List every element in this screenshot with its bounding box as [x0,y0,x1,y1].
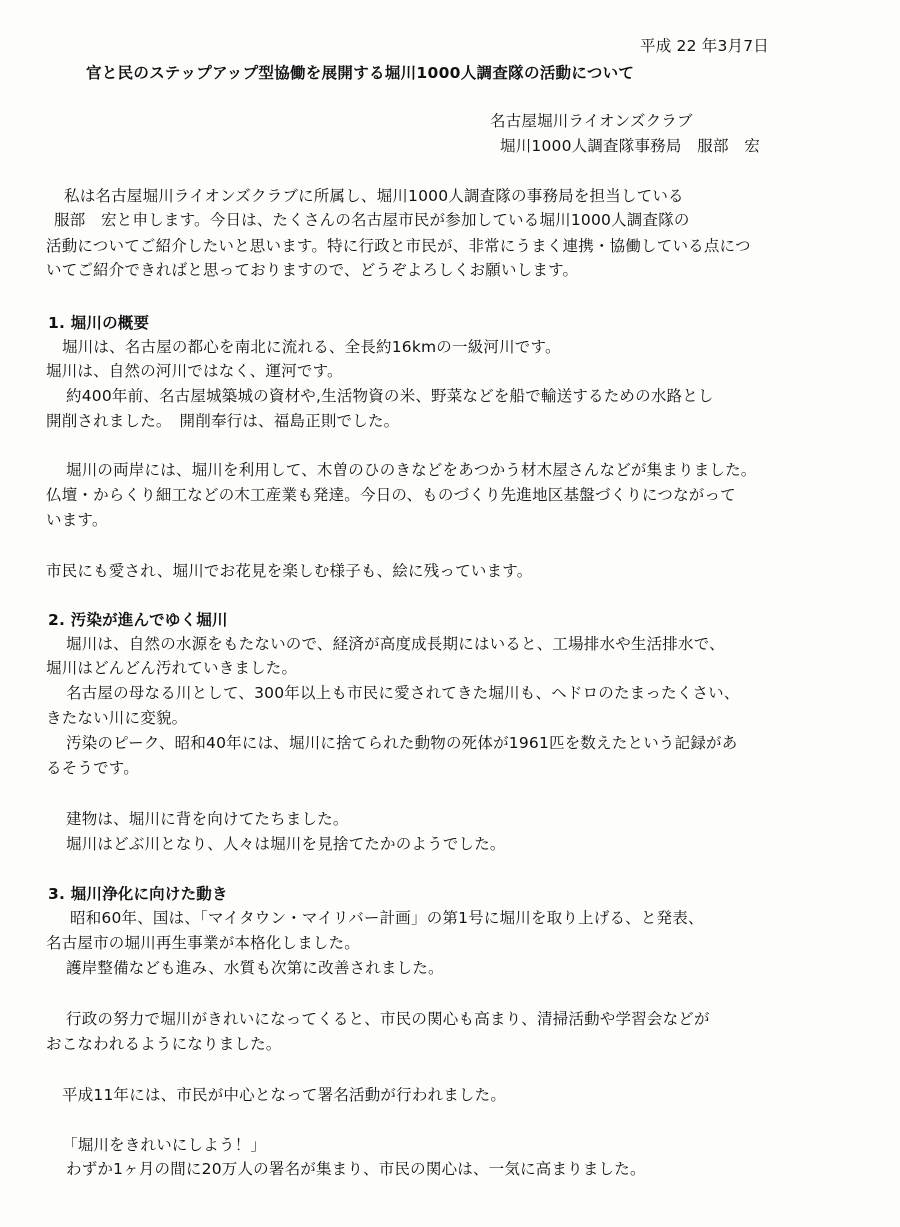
document-date: 平成 22 年3月7日 [640,37,770,55]
section-line: 平成11年には、市民が中心となって署名活動が行われました。 [62,1086,507,1104]
section-line: 堀川はどんどん汚れていきました。 [46,659,298,677]
section-heading: 2. 汚染が進んでゆく堀川 [48,611,228,629]
section-line: 護岸整備なども進み、水質も次第に改善されました。 [66,959,444,977]
section-heading: 3. 堀川浄化に向けた動き [48,885,228,903]
section-line: 汚染のピーク、昭和40年には、堀川に捨てられた動物の死体が1961匹を数えたという記録があ [66,734,738,752]
section-line: 約400年前、名古屋城築城の資材や,生活物資の米、野菜などを船で輸送するための水路とし [66,387,714,405]
section-line: 名古屋市の堀川再生事業が本格化しました。 [46,934,361,952]
intro-line: 私は名古屋堀川ライオンズクラブに所属し、堀川1000人調査隊の事務局を担当している [64,187,684,205]
section-line: おこなわれるようになりました。 [46,1035,282,1053]
section-line: 堀川は、名古屋の都心を南北に流れる、全長約16kmの一級河川です。 [62,338,561,356]
section-line: 仏壇・からくり細工などの木工産業も発達。今日の、ものづくり先進地区基盤づくりにつながって [46,486,736,504]
section-line: 昭和60年、国は、「マイタウン・マイリバー計画」の第1号に堀川を取り上げる、と発表、 [70,909,704,927]
section-line: 堀川は、自然の水源をもたないので、経済が高度成長期にはいると、工場排水や生活排水で、 [66,635,725,653]
intro-line: 活動についてご紹介したいと思います。特に行政と市民が、非常にうまく連携・協働している点につ [46,237,751,255]
section-heading: 1. 堀川の概要 [48,314,150,332]
intro-line: いてご紹介できればと思っておりますので、どうぞよろしくお願いします。 [46,261,579,279]
author-name: 堀川1000人調査隊事務局 服部 宏 [500,137,761,155]
section-line: 建物は、堀川に背を向けてたちました。 [66,810,349,828]
section-line: 堀川は、自然の河川ではなく、運河です。 [46,362,343,380]
section-line: きたない川に変貌。 [46,709,188,727]
section-line: 堀川の両岸には、堀川を利用して、木曽のひのきなどをあつかう材木屋さんなどが集まりました。 [66,461,757,479]
section-line: 市民にも愛され、堀川でお花見を楽しむ様子も、絵に残っています。 [46,562,533,580]
intro-line: 服部 宏と申します。今日は、たくさんの名古屋市民が参加している堀川1000人調査隊の [54,211,690,229]
section-line: 堀川はどぶ川となり、人々は堀川を見捨てたかのようでした。 [66,835,506,853]
section-line: います。 [46,511,108,529]
document-title: 官と民のステップアップ型協働を展開する堀川1000人調査隊の活動について [86,64,635,82]
section-line: 行政の努力で堀川がきれいになってくると、市民の関心も高まり、清掃活動や学習会などが [66,1010,710,1028]
section-line: わずか1ヶ月の間に20万人の署名が集まり、市民の関心は、一気に高まりました。 [66,1160,646,1178]
organization-name: 名古屋堀川ライオンズクラブ [490,112,693,130]
section-line: 名古屋の母なる川として、300年以上も市民に愛されてきた堀川も、ヘドロのたまったくさい、 [66,684,740,702]
section-line: 開削されました。 開削奉行は、福島正則でした。 [46,412,400,430]
section-line: るそうです。 [46,759,139,777]
section-line: 「堀川をきれいにしよう！」 [62,1136,267,1154]
